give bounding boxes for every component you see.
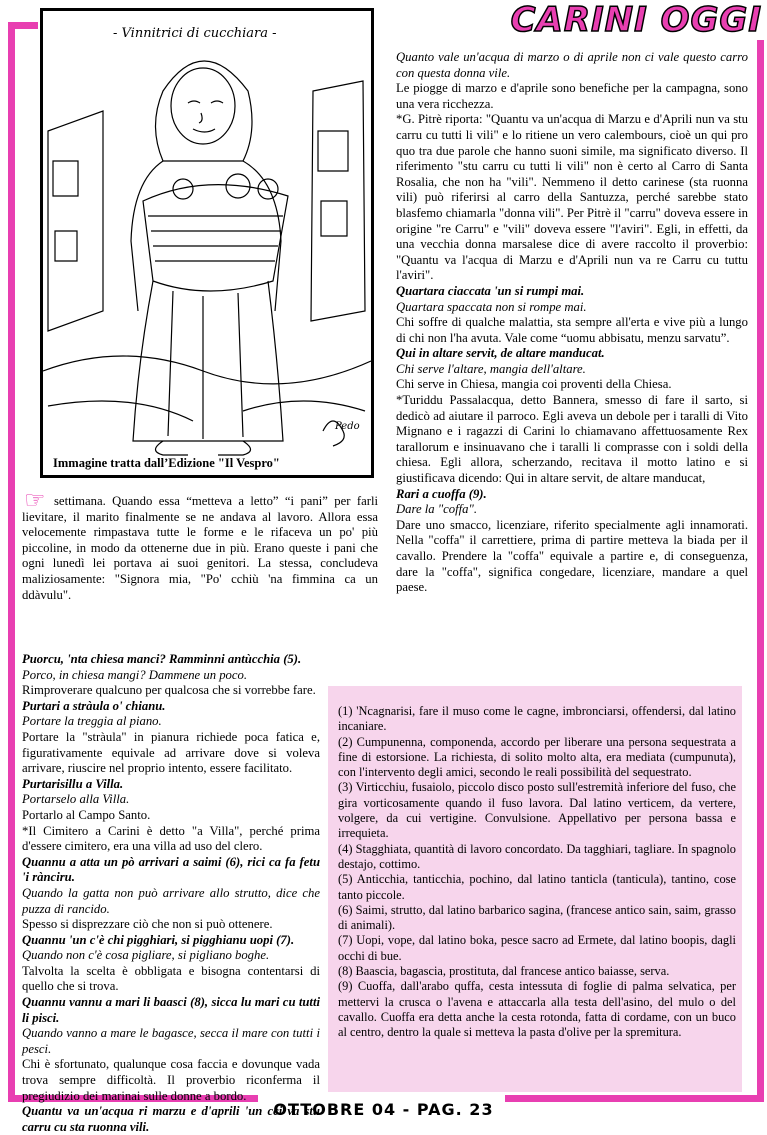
left-column-paragraph: Porco, in chiesa mangi? Dammene un poco. (22, 667, 248, 682)
left-column-paragraph: Quando non c'è cosa pigliare, si pigliano boghe. (22, 948, 270, 963)
left-column (22, 652, 320, 1135)
right-column-paragraph: Quartara ciaccata 'un si rumpi mai. (396, 283, 585, 298)
left-column-paragraph: Chi è sfortunato, qualunque cosa faccia e dovunque vada trova sempre difficoltà. Il proverbio riconferma il pregiudizio dei marinai sulle donne a bordo. (22, 1057, 320, 1103)
left-column-paragraph: Purtarisillu a Villa. (22, 776, 124, 791)
right-column-paragraph: Dare uno smacco, licenziare, riferito specialmente agli innamorati. Nella "coffa" il carrettiere, prima di partire metteva la biada per il cavallo. Prendere la "coffa" equivale a partire e, di conseguenza, dare la "coffa", significa congedare, licenziare, mandare a quel paese. (396, 517, 748, 595)
image-caption: Immagine tratta dall’Edizione "Il Vespro" (53, 456, 280, 470)
woman-with-basket-illustration (43, 11, 371, 475)
left-column-paragraph: Portare la "stràula" in pianura richiede poca fatica e, figurativamente equivale ad arrivare dove si voleva arrivare, riuscire nel proprio intento, essere facilitato. (22, 729, 320, 776)
right-border-bar (757, 40, 764, 1102)
left-column-paragraph: Portare la treggia al piano. (22, 714, 162, 729)
right-column-paragraph: Qui in altare servit, de altare manducat. (396, 346, 605, 361)
right-column-paragraph: Chi serve in Chiesa, mangia coi proventi della Chiesa. (396, 377, 672, 392)
masthead-title: CARINI OGGI (510, 0, 762, 40)
masthead (500, 0, 762, 44)
left-column-paragraph: Quantu va un'acqua ri marzu e d'aprili 'un cci va stu carru cu sta ruonna vili. (22, 1104, 320, 1134)
left-column-paragraph: Quando vanno a mare le bagasce, secca il mare con tutti i pesci. (22, 1026, 320, 1056)
left-border-bar (8, 22, 15, 1102)
page-footer: OTTOBRE 04 - PAG. 23 (273, 1100, 494, 1119)
footnote: (8) Baascia, bagascia, prostituta, dal francese antico baiasse, serva. (338, 964, 670, 979)
footnote: (3) Virticchiu, fusaiolo, piccolo disco posto sull'estremità inferiore del fuso, che gira vorticosamente quando il fuso lavora. Dal latino verticem, da vertere, volgere, da cui vertigine. Convulsione. Appellativo per persona bassa e irrequieta. (338, 780, 736, 841)
illustration-handwritten-title: - Vinnitrici di cucchiara - (113, 26, 277, 41)
left-column-paragraph: Purtari a stràula o' chianu. (22, 698, 166, 713)
right-column-paragraph: Rari a cuoffa (9). (396, 486, 487, 501)
footnote: (9) Cuoffa, dall'arabo quffa, cesta intessuta di foglie di palma selvatica, per mettervi la crusca o l'avena e attaccarla alla testa dell'asino, del mulo o del cavallo. Cuoffa era detta anche la cesta rotonda, fatta di cordame, con un buco al centro, dentro la quale si metteva la pasta d'olive per la spremitura. (338, 979, 736, 1040)
left-column-intro (22, 494, 378, 603)
footnote: (7) Uopi, vope, dal latino boka, pesce sacro ad Ermete, dal latino boopis, dagli occhi di bue. (338, 933, 736, 963)
left-column-paragraph: Portarselo alla Villa. (22, 792, 130, 807)
footnote: (2) Cumpunenna, componenda, accordo per liberare una persona sequestrata a fine di estorsione. La richiesta, di solito molto alta, era mediata (cumpunuta), con l'intervento degli amici, secondo le reali possibilità del sequestrato. (338, 734, 736, 780)
illustration-signature: Pedo (335, 421, 360, 432)
footnote: (4) Stagghiata, quantità di lavoro concordato. Da tagghiari, tagliare. In spagnolo destajo, cottimo. (338, 841, 736, 871)
left-column-paragraph: Rimproverare qualcuno per qualcosa che si vorrebbe fare. (22, 683, 316, 698)
right-column (396, 50, 748, 596)
left-column-paragraph: Spesso si disprezzare ciò che non si può ottenere. (22, 917, 273, 932)
left-column-paragraph: Quando la gatta non può arrivare allo strutto, dice che puzza di rancido. (22, 885, 320, 916)
footnote: (6) Saimi, strutto, dal latino barbarico sagina, (francese antico sain, saim, grasso di animali). (338, 902, 736, 933)
pointing-hand-icon: ☞ (24, 488, 46, 514)
left-column-paragraph: Quannu a atta un pò arrivari a saimi (6), rici ca fa fetu 'i rànciru. (22, 854, 320, 885)
left-intro-paragraph: settimana. Quando essa “metteva a letto” “i pani” per farli lievitare, il marito finalmente se ne andava al lavoro. Allora essa velocemente rimpastava tutte le forme e le rifaceva un po' più piccoline, in modo da ottenerne due in più. Erano queste i pani che ogni lunedì lei portava ai suoi genitori. La stessa, concludeva maliziosamente: "Signora mia, "Po' cchiù 'na fimmina ca un ddàvulu". (22, 494, 378, 602)
left-column-paragraph: Talvolta la scelta è obbligata e bisogna contentarsi di quello che si trova. (22, 963, 320, 994)
right-column-paragraph: *G. Pitrè riporta: "Quantu va un'acqua di Marzu e d'Aprili nun va stu carru cu tutti li vili" e lo ritiene un vero calembours, cioè un qui pro quo tra due parole che hanno suoni simile, ma significato diverso. Il riferimento "stu carru cu tutti li vili" non è certo al Carro di Santa Rosalia, che non ha "vili". Nemmeno il detto carinese (sta ruonna vili) può riferirsi al carro della Santuzza, perché sarebbe stato blasfemo chiamarla "donna vili". Per Pitrè il "carru" doveva essere in origine "re Carru" e "vili" doveva essere "l'aviri". Egli, in effetti, da una vecchia donna marsalese dice di avere raccolto il proverbio: "Quantu va l'acqua di Marzu e d'Aprili nun va re Carru cu tuttu l'aviri". (396, 112, 748, 283)
left-column-paragraph: Puorcu, 'nta chiesa manci? Ramminni antùcchia (5). (22, 652, 302, 666)
top-border-bar (8, 22, 38, 29)
footnotes-box (328, 686, 742, 1092)
footnote: (1) 'Ncagnarisi, fare il muso come le cagne, imbronciarsi, offendersi, dal latino incaniare. (338, 704, 736, 734)
illustration-frame (40, 8, 374, 478)
right-column-paragraph: Le piogge di marzo e d'aprile sono benefiche per la campagna, sono una vera ricchezza. (396, 81, 748, 111)
left-column-paragraph: *Il Cimitero a Carini è detto "a Villa", perché prima d'essere cimitero, era una villa ad uso del clero. (22, 823, 320, 854)
left-column-paragraph: Quannu 'un c'è chi pigghiari, si pigghianu uopi (7). (22, 932, 295, 947)
right-column-paragraph: Chi serve l'altare, mangia dell'altare. (396, 361, 586, 376)
right-column-paragraph: Chi soffre di qualche malattia, sta sempre all'erta e vive più a lungo di chi non l'ha avuta. Vale come “uomu abbisatu, menzu sarvatu”. (396, 315, 748, 345)
right-column-paragraph: Quartara spaccata non si rompe mai. (396, 299, 587, 314)
left-column-paragraph: Quannu vannu a mari li baasci (8), sicca lu mari cu tutti li pisci. (22, 995, 320, 1025)
left-column-paragraph: Portarlo al Campo Santo. (22, 807, 151, 822)
right-column-paragraph: *Turiddu Passalacqua, detto Bannera, smesso di fare il sarto, si dedicò ad aiutare il parroco. Egli aveva un debole per i taralli di Vito Mignano e i ragazzi di Carini lo chiamavano affettuosamente Rex tarallorum e insinuavano che i taralli li comprasse con i soldi della chiesa. Egli allora, scherzando, recitava il motto latino e si giustificava dicendo: Qui in altare servit, de altare manducat, (396, 393, 748, 486)
right-column-paragraph: Dare la "coffa". (396, 502, 478, 517)
footnote: (5) Anticchia, tanticchia, pochino, dal latino tanticla (tanticula), tantino, cose tanto piccole. (338, 872, 736, 902)
right-column-paragraph: Quanto vale un'acqua di marzo o di aprile non ci vale questo carro con questa donna vile. (396, 50, 748, 80)
